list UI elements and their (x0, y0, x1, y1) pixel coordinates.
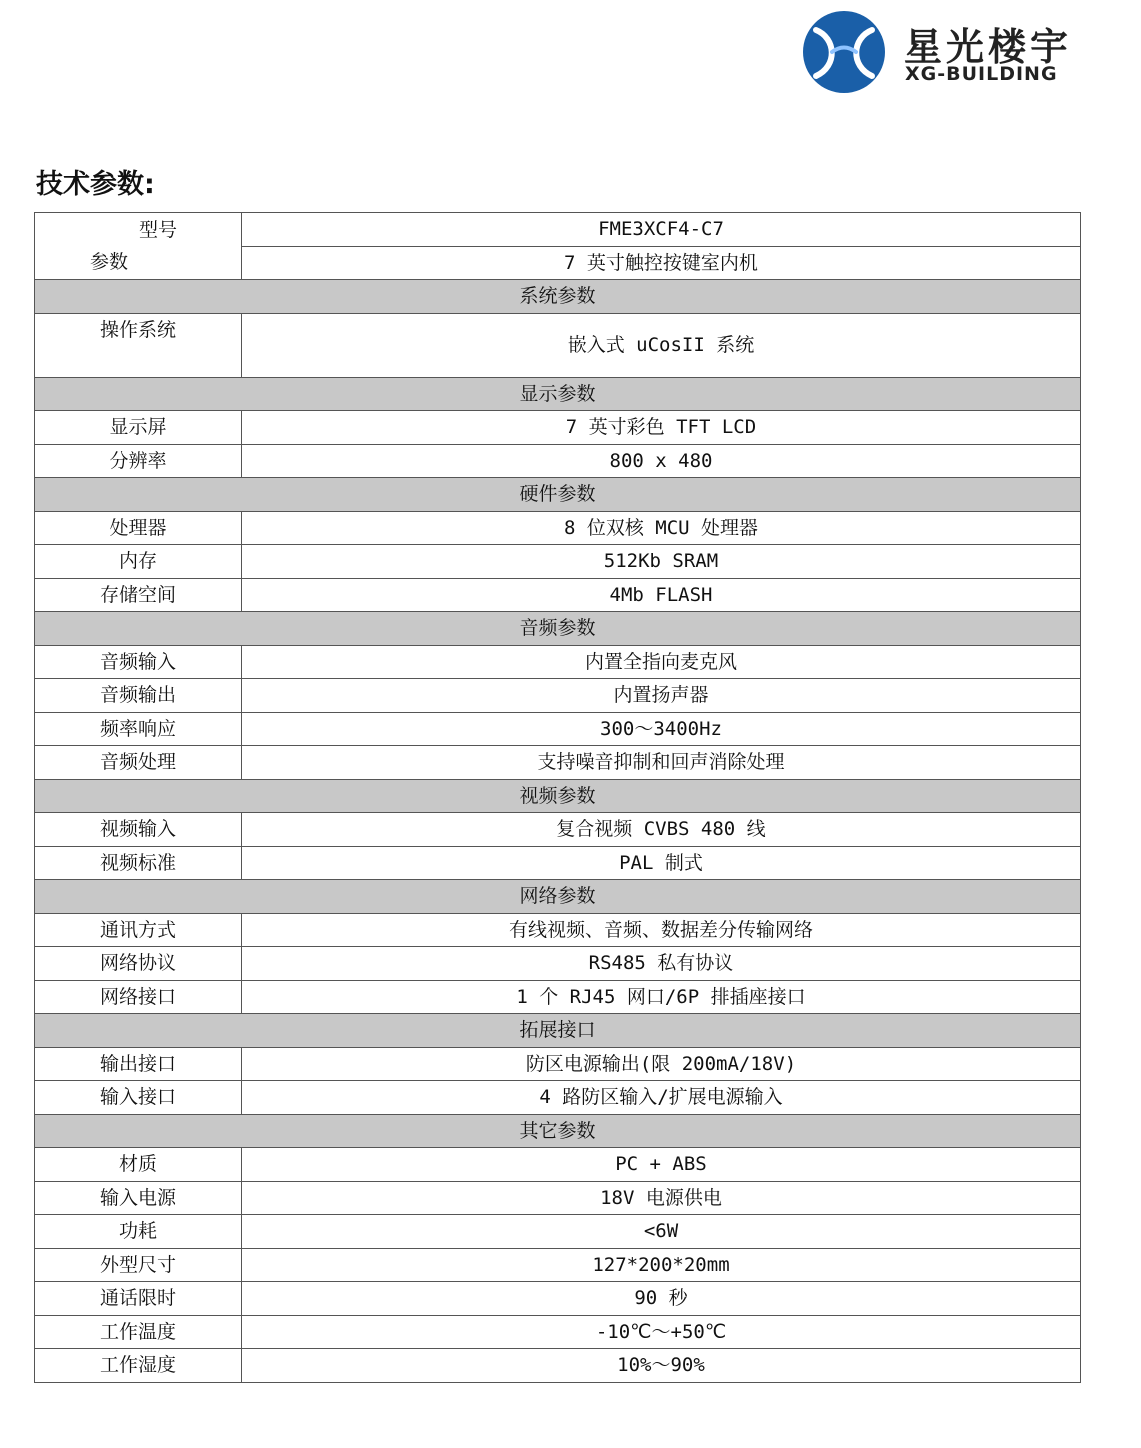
table-row (35, 1148, 1081, 1182)
model-value: FME3XCF4-C7 (242, 213, 1081, 247)
table-row (35, 545, 1081, 579)
row-label: 频率响应 (35, 712, 242, 746)
row-value: PAL 制式 (242, 846, 1081, 880)
section-header-row (35, 478, 1081, 512)
table-row (35, 679, 1081, 713)
row-value: 内置全指向麦克风 (242, 645, 1081, 679)
row-value: 嵌入式 uCosII 系统 (242, 313, 1081, 377)
table-row (35, 444, 1081, 478)
row-value: -10℃～+50℃ (242, 1315, 1081, 1349)
table-row (35, 1248, 1081, 1282)
section-header-row (35, 280, 1081, 314)
row-value: 18V 电源供电 (242, 1181, 1081, 1215)
table-row (35, 1282, 1081, 1316)
row-value: 支持噪音抑制和回声消除处理 (242, 746, 1081, 780)
row-value: 10%～90% (242, 1349, 1081, 1383)
section-title-expansion: 拓展接口 (35, 1014, 1081, 1048)
section-header-row (35, 779, 1081, 813)
table-row (35, 1047, 1081, 1081)
section-title-display: 显示参数 (35, 377, 1081, 411)
table-row (35, 1181, 1081, 1215)
xg-logo-icon (802, 10, 886, 94)
row-value: 防区电源输出(限 200mA/18V) (242, 1047, 1081, 1081)
table-row (35, 645, 1081, 679)
row-label: 通讯方式 (35, 913, 242, 947)
row-label: 功耗 (35, 1215, 242, 1249)
table-row (35, 712, 1081, 746)
row-label: 输出接口 (35, 1047, 242, 1081)
row-label: 音频输入 (35, 645, 242, 679)
row-label: 输入电源 (35, 1181, 242, 1215)
table-row (35, 578, 1081, 612)
section-title-hardware: 硬件参数 (35, 478, 1081, 512)
row-label: 输入接口 (35, 1081, 242, 1115)
table-row (35, 746, 1081, 780)
section-title-audio: 音频参数 (35, 612, 1081, 646)
row-label: 操作系统 (35, 313, 242, 377)
model-label: 型号 (139, 219, 178, 241)
table-row (35, 947, 1081, 981)
row-value: 8 位双核 MCU 处理器 (242, 511, 1081, 545)
table-row (35, 511, 1081, 545)
row-label: 处理器 (35, 511, 242, 545)
header-row (35, 213, 1081, 247)
product-description: 7 英寸触控按键室内机 (242, 246, 1081, 280)
row-label: 通话限时 (35, 1282, 242, 1316)
row-label: 工作湿度 (35, 1349, 242, 1383)
row-value: 127*200*20mm (242, 1248, 1081, 1282)
section-header-row (35, 377, 1081, 411)
row-value: RS485 私有协议 (242, 947, 1081, 981)
brand-name-en: XG-BUILDING (905, 63, 1058, 85)
section-header-row (35, 1114, 1081, 1148)
row-value: 4 路防区输入/扩展电源输入 (242, 1081, 1081, 1115)
row-value: 300～3400Hz (242, 712, 1081, 746)
row-label: 分辨率 (35, 444, 242, 478)
row-value: 有线视频、音频、数据差分传输网络 (242, 913, 1081, 947)
section-header-row (35, 612, 1081, 646)
page-title: 技术参数: (36, 169, 155, 200)
row-value: 512Kb SRAM (242, 545, 1081, 579)
row-label: 工作温度 (35, 1315, 242, 1349)
param-label: 参数 (90, 251, 129, 273)
table-row (35, 913, 1081, 947)
row-value: 90 秒 (242, 1282, 1081, 1316)
table-row (35, 1349, 1081, 1383)
spec-table (34, 212, 1081, 1383)
row-value: PC + ABS (242, 1148, 1081, 1182)
row-label: 音频输出 (35, 679, 242, 713)
row-value: 4Mb FLASH (242, 578, 1081, 612)
table-row (35, 980, 1081, 1014)
table-row (35, 846, 1081, 880)
row-label: 材质 (35, 1148, 242, 1182)
row-value: 内置扬声器 (242, 679, 1081, 713)
section-title-other: 其它参数 (35, 1114, 1081, 1148)
section-title-video: 视频参数 (35, 779, 1081, 813)
table-row (35, 813, 1081, 847)
table-row (35, 1315, 1081, 1349)
row-label: 显示屏 (35, 411, 242, 445)
brand-name-cn: 星光楼宇 (904, 25, 1073, 69)
table-row (35, 1081, 1081, 1115)
header-corner-cell (35, 213, 242, 280)
section-title-system: 系统参数 (35, 280, 1081, 314)
row-label: 外型尺寸 (35, 1248, 242, 1282)
row-label: 网络接口 (35, 980, 242, 1014)
row-value: 800 x 480 (242, 444, 1081, 478)
table-row (35, 1215, 1081, 1249)
row-label: 音频处理 (35, 746, 242, 780)
row-value: 复合视频 CVBS 480 线 (242, 813, 1081, 847)
section-title-network: 网络参数 (35, 880, 1081, 914)
row-label: 网络协议 (35, 947, 242, 981)
table-row (35, 411, 1081, 445)
table-row (35, 313, 1081, 377)
row-value: 7 英寸彩色 TFT LCD (242, 411, 1081, 445)
section-header-row (35, 1014, 1081, 1048)
row-label: 存储空间 (35, 578, 242, 612)
brand-logo (802, 10, 1102, 94)
row-label: 视频输入 (35, 813, 242, 847)
row-value: <6W (242, 1215, 1081, 1249)
section-header-row (35, 880, 1081, 914)
row-value: 1 个 RJ45 网口/6P 排插座接口 (242, 980, 1081, 1014)
row-label: 内存 (35, 545, 242, 579)
row-label: 视频标准 (35, 846, 242, 880)
